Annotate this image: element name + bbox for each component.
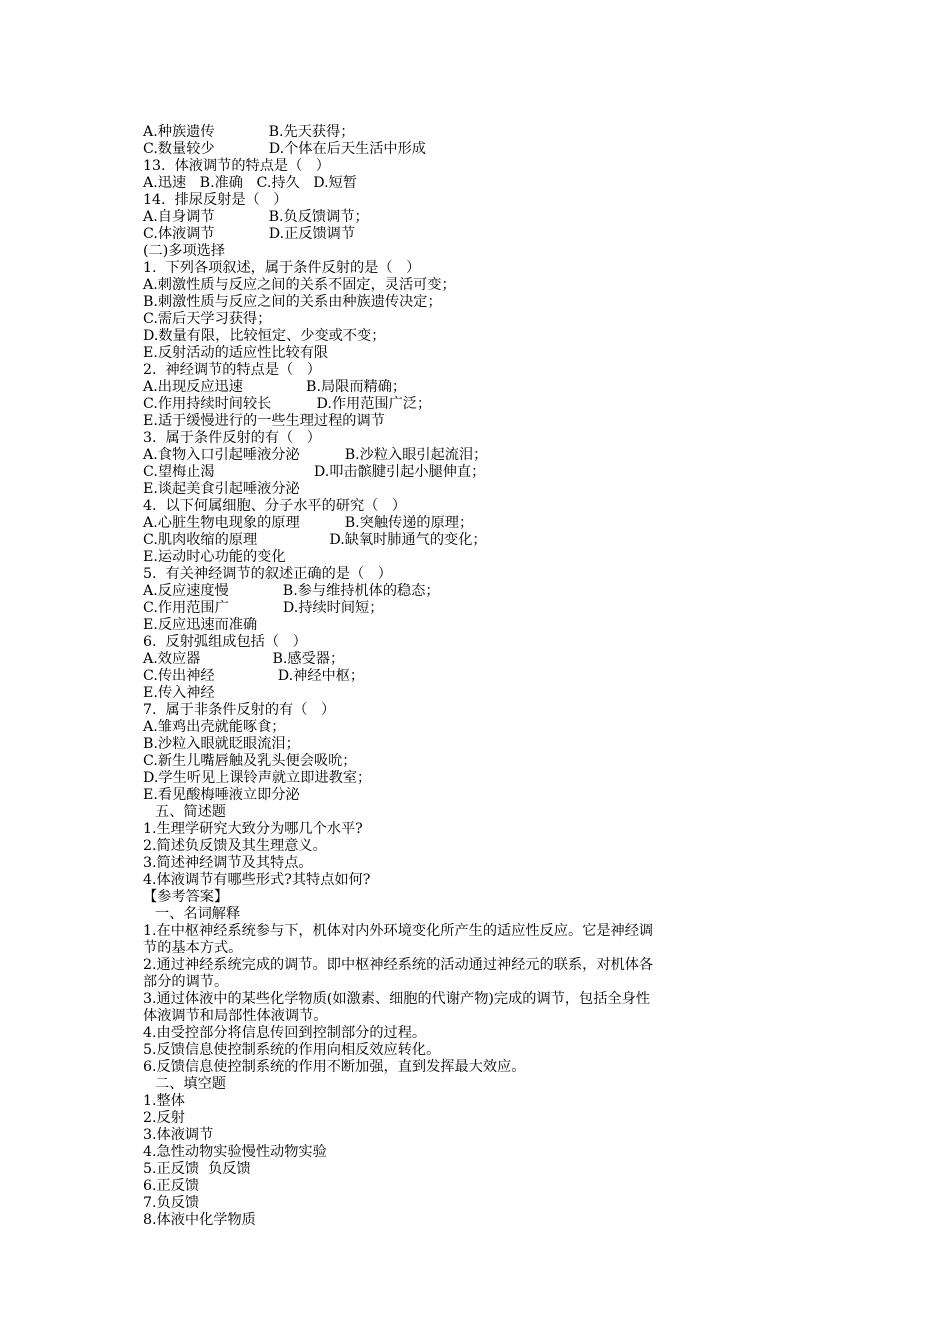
text-line: 【参考答案】 xyxy=(143,889,229,905)
text-line: 3.通过体液中的某些化学物质(如激素、细胞的代谢产物)完成的调节，包括全身性 xyxy=(143,991,650,1007)
text-line: 4. 以下何属细胞、分子水平的研究（ ） xyxy=(143,498,407,514)
text-line: 2.反射 xyxy=(143,1110,185,1126)
text-line: 体液调节和局部性体液调节。 xyxy=(143,1008,328,1024)
text-line: 5.反馈信息使控制系统的作用向相反效应转化。 xyxy=(143,1042,441,1058)
text-line: A.反应速度慢 B.参与维持机体的稳态； xyxy=(143,583,440,599)
text-line: 1. 下列各项叙述，属于条件反射的是（ ） xyxy=(143,260,421,276)
text-line: E.运动时心功能的变化 xyxy=(143,549,286,565)
text-line: C.望梅止渴 D.叩击髌腱引起小腿伸直； xyxy=(143,464,486,480)
text-line: B.沙粒入眼就眨眼流泪； xyxy=(143,736,300,752)
text-line: E.传入神经 xyxy=(143,685,215,701)
text-line: B.刺激性质与反应之间的关系由种族遗传决定； xyxy=(143,294,442,310)
text-line: D.数量有限，比较恒定、少变或不变； xyxy=(143,328,386,344)
text-line: A.刺激性质与反应之间的关系不固定，灵活可变； xyxy=(143,277,456,293)
text-line: 2.通过神经系统完成的调节。即中枢神经系统的活动通过神经元的联系，对机体各 xyxy=(143,957,654,973)
document-body xyxy=(143,124,783,1229)
text-line: C.肌肉收缩的原理 D.缺氧时肺通气的变化； xyxy=(143,532,487,548)
text-line: 1.生理学研究大致分为哪几个水平? xyxy=(143,821,363,837)
text-line: 1.在中枢神经系统参与下，机体对内外环境变化所产生的适应性反应。它是神经调 xyxy=(143,923,654,939)
text-line: C.体液调节 D.正反馈调节 xyxy=(143,226,356,242)
text-line: 2. 神经调节的特点是（ ） xyxy=(143,362,321,378)
text-line: C.作用持续时间较长 D.作用范围广泛； xyxy=(143,396,432,412)
text-line: 6.正反馈 xyxy=(143,1178,200,1194)
text-line: C.需后天学习获得； xyxy=(143,311,272,327)
text-line: 部分的调节。 xyxy=(143,974,229,990)
text-line: A.迅速 B.准确 C.持久 D.短暂 xyxy=(143,175,358,191)
text-line: A.种族遗传 B.先天获得； xyxy=(143,124,355,140)
text-line: 13. 体液调节的特点是（ ） xyxy=(143,158,330,174)
text-line: 3.简述神经调节及其特点。 xyxy=(143,855,313,871)
text-line: A.食物入口引起唾液分泌 B.沙粒入眼引起流泪； xyxy=(143,447,488,463)
text-line: 7. 属于非条件反射的有（ ） xyxy=(143,702,336,718)
text-line: 5. 有关神经调节的叙述正确的是（ ） xyxy=(143,566,392,582)
text-line: 4.由受控部分将信息传回到控制部分的过程。 xyxy=(143,1025,427,1041)
text-line: E.反应迅速而准确 xyxy=(143,617,258,633)
section-heading: 五、简述题 xyxy=(155,804,226,820)
text-line: C.传出神经 D.神经中枢； xyxy=(143,668,365,684)
text-line: 节的基本方式。 xyxy=(143,940,243,956)
text-line: C.数量较少 D.个体在后天生活中形成 xyxy=(143,141,426,157)
text-line: 5.正反馈 负反馈 xyxy=(143,1161,251,1177)
text-line: 3. 属于条件反射的有（ ） xyxy=(143,430,321,446)
text-line: A.效应器 B.感受器； xyxy=(143,651,345,667)
text-line: E.谈起美食引起唾液分泌 xyxy=(143,481,300,497)
section-heading: 一、名词解释 xyxy=(155,906,241,922)
text-line: 7.负反馈 xyxy=(143,1195,200,1211)
text-line: 2.简述负反馈及其生理意义。 xyxy=(143,838,327,854)
text-line: A.心脏生物电现象的原理 B.突触传递的原理； xyxy=(143,515,474,531)
text-line: (二)多项选择 xyxy=(143,243,226,259)
text-line: 4.急性动物实验慢性动物实验 xyxy=(143,1144,327,1160)
text-line: 8.体液中化学物质 xyxy=(143,1212,256,1228)
section-heading: 二、填空题 xyxy=(155,1076,226,1092)
text-line: D.学生听见上课铃声就立即进教室； xyxy=(143,770,372,786)
text-line: 4.体液调节有哪些形式?其特点如何? xyxy=(143,872,371,888)
text-line: 6. 反射弧组成包括（ ） xyxy=(143,634,307,650)
text-line: 1.整体 xyxy=(143,1093,185,1109)
text-line: A.自身调节 B.负反馈调节； xyxy=(143,209,369,225)
text-line: E.适于缓慢进行的一些生理过程的调节 xyxy=(143,413,385,429)
text-line: C.新生儿嘴唇触及乳头便会吸吮； xyxy=(143,753,357,769)
text-line: 6.反馈信息使控制系统的作用不断加强，直到发挥最大效应。 xyxy=(143,1059,526,1075)
text-line: 3.体液调节 xyxy=(143,1127,214,1143)
text-line: E.看见酸梅唾液立即分泌 xyxy=(143,787,300,803)
text-line: E.反射活动的适应性比较有限 xyxy=(143,345,329,361)
text-line: 14. 排尿反射是（ ） xyxy=(143,192,288,208)
text-line: A.出现反应迅速 B.局限而精确； xyxy=(143,379,407,395)
text-line: C.作用范围广 D.持续时间短； xyxy=(143,600,384,616)
text-line: A.雏鸡出壳就能啄食； xyxy=(143,719,286,735)
